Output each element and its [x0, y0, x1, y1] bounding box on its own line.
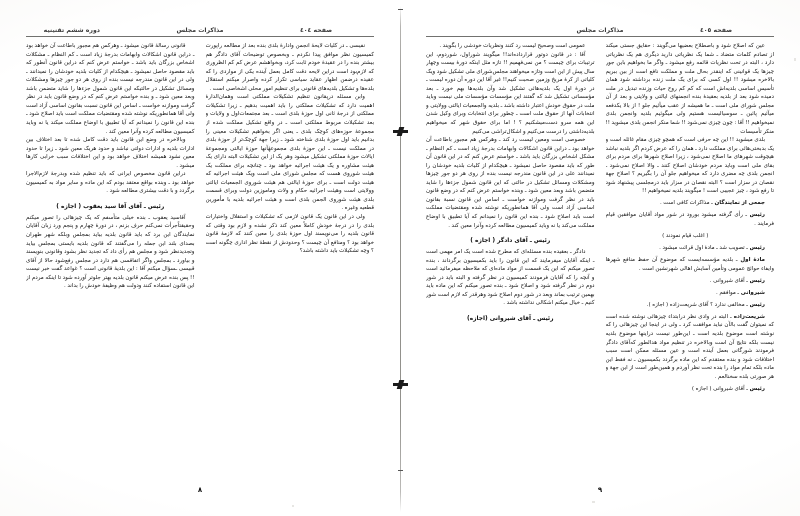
paragraph-text: بلدی میشوید !! این چه حرفی است که همچو چیزی مقام غائله است و یک بدبختی‌هائی برای مملکت دارد ـ همان را که عرض کردم اگر بلدیه نباشد هیچوقت شهرهای ما اصلاح نمی‌شود ، زیرا اصلاح شهرها برای مردم برای بقای ملی است وباید مردم خودشان اصلاح کنند ـ والا اصلاح نمی‌شود ـ انجمن بلدی چه مضری دارد که میخواهیم جلو آن را بگیریم ؟ اصلاح جهة نقصان در سزار است ؟ البته نقصان در سزار باید درمجلسی پیشنهاد شود تا رفع شود ، چیز عجیبی است ! میگویند بلدیه نمیخواهیم !!	[605, 137, 774, 195]
speaker-name: رئیس	[747, 245, 765, 252]
left-page-header-rule	[426, 36, 774, 37]
paragraph-text: قانونی رسالهٔ قانون میشود ـ وهرکس هم مجبور باطاعت آن خواهد بود ـ دراین قانون اشکالات وابهامات بدرجهٔ زیاد است ـ کم النظام ـ مشکلات اشخاص بزرگان باید باشد ـ خواستم عرض کنم که دراین قانون آنطور که باید مقصود حاصل نمیشود ـ هیچکدام از کلیات بلدیه خودشان را نمیدانند ـ ولی در این قانون مندرجه نیست بنده از روی هر دو جور چیزها ومشکلات ومسائل تشکیل در حالتیکه این قانون شمول جزء‌ها را شاید متضمن باشد وبعد معین شود ـ و بنده خواستم عرض کنم که در وضع قانون باید در نظر گرفت وموازنه خواست ـ اساس این قانون نسبت بقانون اساسی آزاد است ولی آقا همانطوریکه نوشته شده ومقتضیات مملکت است باید اصلاح شود ـ بنده این قانون را نمیدانم که آیا تطبیق با اوضاع مملکت میکند یا نه وباید کمیسیون مطالعه کرده وآنرا معین کند .	[26, 43, 195, 135]
left-page-column-right	[606, 42, 775, 478]
scan-speck	[794, 58, 796, 61]
paragraph-text: عین که اصلاح شود و باصطلاح بعضیها می‌گویند : حقایق جستی میکند از تصادم کلمات متضاد ـ شما یک نظریاتی دارید دیگری هم یک نظریاتی دارد ، البته در تحت نظریات قائمه رفع میشود ـ واگر ما بخواهیم باین جور چیزها یک قوانینی که اینقدر بحال ملت و مملکت نافع است از بین ببریم بالاخره میشود !! اول کسی که برای یک ملت زنده برداشته شود همان تأسیس اساسی بلدیه‌اش است که کم کم روح حیات وزنده تبدیل در ملت دمیده شود بعد از بلدیه بعقیدهٔ بنده انجمنهای ایالتی و ولایتی و بعد از آن مجلس شورای ملی است ـ ما همیشه از عقب میآئیم جلو ! از بالا یکدفعه میآئیم پائین ـ سوسیالیست هستیم ولی میگوئیم بلدیه وانجمن بلدی نمیخواهیم !! آقا : چون چیزی نمی‌شود !! شما منکر انجمن بلدی میشوید !! منکر تأسیسات	[605, 43, 774, 135]
paragraph-text: ـ البته در وادی نظر درابتداء چیزهائی نوشته شده است که نمیتوان گفت بالآن نباید موافقت کرد ـ ولی در اینجا این چیزهائی را که نوشته است موضوع بلدیه است ـ این‌طور نیست دراینها موضوع بلدیه نیست بلکه نتایج آن است وبالاخره در تنظیم مواد هدالطور که‌آقای دادگر فرمودند شورگانی بعمل آینده است و عین مسئله ممکن است سبب اختلافات شود و بنده معتقدم که این ماده برگردد بکمیسیون ـ نه فقط این ماده بلکه تمام مواد را بنده تحت نظر آوردم و همین‌طور است از این جهة و هر صورتی بلده سخنالعم .	[605, 313, 774, 380]
right-page-session-label: دوره ششم تقنینیه	[43, 27, 100, 34]
speaker-name: رئیس	[747, 385, 765, 392]
speech-paragraph	[606, 199, 775, 208]
speech-paragraph	[606, 277, 775, 286]
paragraph-text: عمومی است وصحیح لیست رد کنند ونظریات خودشی را بگویند .	[439, 43, 586, 50]
right-page-column-right	[206, 42, 375, 478]
paragraph-text: ـ آقای شیروانی ( اجازه )	[691, 385, 748, 392]
paragraph-text: آقا‌سید یعقوب ـ بنده خیلی متأسفم که یک چیزهائی را تصور میکنم وحقیقتاًجرأت نمی‌کنم حرف بزنم ، در دورهٔ چهارم و پنجم ورد زبان آقایان نمایندگان این برد که باید قانون بلدیه بیاید بمجلس وبلکه شهر طهران بصدای بلند این جمله را می‌گفتند که قانون بلدیه بایستی بمجلس بیاید وتجدیدنظر شود و مجلس هم رأی داد که تجدید نظر بشود وقانونی بنویسند و بیاورد ـ بمجلس واگر اتفاقسی هم دارد در مجلس رفع‌شود حالا از آقای قبیسی ـسؤال میکنم آقا : این بلدیهٔ قانونی است ؟ غواعد گفت خبر نیست !! پس بنده عرض میکنم قانون بلدیه بهتر جلوتر آورده شود تا اینکه مردم از این قانون استفاده کنند ودولت هم وظیفهٔ خودش را بداند .	[26, 214, 195, 290]
right-page-column-left	[26, 42, 195, 478]
left-page-column-left	[426, 42, 595, 478]
left-page-header	[426, 18, 774, 34]
scan-speck	[292, 505, 294, 507]
speech-paragraph	[606, 289, 775, 298]
body-paragraph	[606, 42, 775, 136]
speaker-name: مادهٔ اول	[737, 257, 765, 264]
paragraph-text: ـ رأی گرفته میشود بورود در شور مواد آقایان موافقین قیام فرمایند .	[605, 212, 774, 228]
speaker-heading: رئیس ـ آقای دادگر ( اجازه )	[470, 238, 551, 245]
left-page-columns	[426, 42, 774, 478]
speech-paragraph	[606, 244, 775, 253]
right-page-number-label: صفحه ٤٠٤	[300, 27, 333, 34]
body-paragraph	[26, 136, 195, 170]
paragraph-text: ـ مخالفی ندارد ؟ آقای شریعت‌زاده ( اجازه ).	[646, 301, 748, 308]
body-paragraph	[426, 42, 595, 51]
paragraph-text: ـ موافقم .	[716, 289, 740, 296]
body-paragraph	[26, 170, 195, 196]
speech-paragraph	[606, 256, 775, 273]
stage-direction	[606, 232, 775, 241]
paragraph-text: وابن مسئله درپقانون تنظیم تشکیلات مملکتی است وهمان‌الدارهٔ اهمیت دارد که تشکیلات مملکتی را باید اهمیت بدهیم ـ زیرا تشکیلات مملکتی از درجهٔ ثانی اول حوزهٔ بلدی است ـ بعد مجتمعات‌اول و ولایات و بعد تشکیلات مربوط مملکتی است ـ در واقع تشکیل مملکت شده از مجموعهٔ حوزه‌های کوچک بلدی ـ یعنی اگر بخواهیم تشکیلات معینی را بدانیم باید اول حوزهٔ بلدی شناخته شود ـ زیرا جهة کوچک‌تر از حوزهٔ بلدی در مملکت نیست ـ این حوزهٔ بلدی مجموعهٔآنها حوزهٔ ایالتی ومجموعهٔ ایالات حوزهٔ مملکتی تشکیل میشود وهر یک از این تشکیلات البته دارای یک هیئت مشاوره و یک هیئت اجرائیه خواهد بود ـ چنانچه برای مملکت یک هیئت شوروی هست که مجلس شورای ملی است ویک هیئت اجرائیه که هیئت دولت است ـ برای حوزهٔ ایالتی هم هیئت شوروی الجمعیات ایالتی وولایتی است وهیئت اجرائیه حکام و ولات وماموزین دولت وبرای قسمت بلدی هیئت شوروی الجمن بلدی است و هیئت اجرائیه بلدیه با مأمورین قطعیه وغیره .	[205, 94, 374, 212]
body-paragraph	[206, 213, 375, 256]
body-paragraph	[426, 248, 595, 308]
right-page-header	[26, 18, 374, 34]
body-paragraph	[26, 214, 195, 291]
speaker-heading: رئیس ـ آقای شیروانی (اجازه)	[467, 315, 554, 322]
paragraph-text: نفیسی ـ در کلیات لایحهٔ انجمن وادارهٔ بلدی بنده بعد از مطالعه راپورت کمیسیون نظر موافق پیدا نکردم ـ وبخصوص توضیحات آقای دادگر هم بیشتر بنده را در عقیدهٔ خودم ثابت کرد، وبخواهشم عرض کم کم الظروری که لازم‌بود است دراین لایحه دقت کامل بعمل آینده یکی از مواردی را که عقیده درضمن اظهار عقاید سیاسی تکرار کرده واصرار میکنم استقلال بلده‌ها و تشکیل بلدیه‌های قانونی برای تنظیم امور محلی اشخاصی است .	[205, 43, 374, 92]
body-paragraph	[426, 136, 595, 230]
speaker-heading: رئیس ـ آقای آقا سید یعقوب ( اجازه )	[56, 203, 165, 210]
speech-paragraph	[606, 385, 775, 394]
paragraph-text: ـ آقای شیروانی .	[709, 277, 748, 284]
paragraph-text: ـ بلدیه مؤسسه‌ایست که موضوع آن حفظ منافع شهرها وایفاء حوائج عمومی وتأمین آسایش اهالی شهرنشین است .	[605, 257, 774, 272]
speaker-name: رئیس	[746, 212, 765, 219]
body-paragraph	[426, 51, 595, 136]
paragraph-text: وبالاخره در وضع این قانون باید دقت کامل شده تا بعد اختلاف بین ادارات بلدیه و ادارات دولتی نباشد و حدود هریک معین شود ـ زیرا تا حدود معین نشود همیشه اختلاف خواهد بود و این اختلافات سبب خرابی کارها میشود .	[26, 137, 195, 169]
paragraph-text: دادگر ـ بعقیده بنده مسئله‌ای که مطرح شده است یک امر مهمی است ـ اینکه آقایان میفرمایند که این قانون را باید بکمیسیون برگرداند ، بنده تصور میکنم که این یک قسمت از مواد ماده‌ای که ملاحظه میفرمائید است و آنچه را که آقایان فرمودند کمیسیون در نظر گرفته و البته باید در شور دوم در نظر گرفته شود و اصلاح شود ـ بنده تصور میکنم که این ماده باید بهمین ترتیب بماند وبعد در شور دوم اصلاح شود وهرقدر که لازم است شور کنیم ـ خیال میکنم اشکالی نداشته باشد .	[426, 249, 595, 307]
paragraph-text: دراین قانون مخصوص ایرانی که باید تنظیم شده وبدرجهٔ لازم‌الاجرا خواهد بود ـ وبنده بواقع معتقد بودم که این ماده و سایر مواد به کمیسیون برگردد و با دقت بیشتری مطالعه شود .	[26, 171, 195, 195]
paragraph-text: ( اغلب قیام نمودند )	[662, 233, 709, 240]
body-paragraph	[206, 42, 375, 93]
paragraph-text: ـ مذاکرات کافی است .	[659, 200, 713, 207]
body-paragraph	[206, 93, 375, 213]
scan-speck	[592, 501, 595, 503]
speech-paragraph	[606, 301, 775, 310]
right-page-folio-number: ٨	[197, 486, 203, 494]
speaker-name: رئیس	[747, 301, 765, 308]
left-page-running-title: مذاکرات مجلس	[576, 27, 624, 34]
speaker-name: رئیس	[747, 277, 765, 284]
speaker-name: جمعی از نمایندگان	[712, 200, 765, 207]
right-page-header-rule	[26, 36, 374, 37]
speech-paragraph	[606, 211, 775, 228]
body-paragraph	[26, 42, 195, 136]
right-page-running-title: مذاکرات مجلس	[176, 27, 224, 34]
left-page	[400, 0, 800, 516]
body-paragraph	[606, 136, 775, 196]
speech-paragraph	[606, 313, 775, 381]
left-page-folio-number: ٩	[597, 486, 603, 494]
speaker-name: شیروانی	[739, 289, 765, 296]
paragraph-text: ـ تصویب شد ـ مادهٔ اول قرائت میشود .	[659, 245, 748, 252]
paragraph-text: آقا : در قانون دوتور قرارداده‌اند!! میگویند شوراول، شوردوم، این ترتیبات برای چیست ؟ من نمی‌فهمیم !! تازه مثل اینکه دورهٔ بیست وچهار سال پیش از این است وتازه میخواهند مجلس‌شورای ملی تشکیل شود ویک کلیاتی از کرهٔ مریخ وزمین صحبت کنیم!! غیر آقا این دوره آن دوره لیست ـ در دورهٔ اول یک بلدیه‌هائی تشکیل شد وآن بلدیه‌ها بهم خورد ـ بعد مؤسساتی تشکیل شد که گفتند این مؤسسات مؤسسات ملی نیست وباید ملت در حقوق خودش اعتبار داشته باشد ـ بلدیه والجمعیات ایالتی وولایتی و انتخابات آنها از حقوق ملت است ـ چطور برای انتخابات وبرای وکیل شدن این همه سرو دست‌میشکنیم ؟ ! اما برای حقوق شهر که میخواهیم بلدیه‌داشتی را درست می‌کنیم و اشکال‌تراشی می‌کنیم	[426, 51, 595, 135]
left-page-number-label: صفحه ٤٠٥	[700, 27, 733, 34]
speaker-name: شریعت‌زاده	[731, 313, 765, 320]
right-page-columns	[26, 42, 374, 478]
paragraph-text: ولی در این قانون یک قانون لازمی که تشکیلات و استقلال واختیارات بلدی را در درجهٔ خودش کاملاً معین کند ذکر نشده و لازم بود وقتی که قانون بلدیه را می‌نویسند اول حوزهٔ بلدی را معین کنند که لازمهٔ قانون خواهد بود ؟ ومنافع آن چیست ؟ وحدودش از نقطهٔ نظر اداری چگونه است ؟ وچه تشکیلات باید داشته باشد؟	[205, 214, 374, 255]
paragraph-text: خصوصی است ومعین لیست رد کند ـ وهرکس هم مجبور باطاعت آن خواهد بود ـ دراین قانون اشکالات وابهامات بدرجهٔ زیاد است ـ کم النظام ـ مشکل اشخاص بزرگان باید باشد ـ خواستم عرض کنم که در این قانون آن طور که باید مقصود حاصل نمیشود ـ هیچکدام از کلیات بلدیه خودشان را نمیدانند علی در این قانون مندرجه نیست بنده از روی هر دو جور چیزها ومشکلات ومسائل تشکیل در حالتی که این قانون شمول جزء‌ها را شاید متضمن باشد وبعد معین شود ـ وبنده خواستم عرض کنم که در وضع قانون باید در نظر گرفت وموازنه خواست ـ اساس این قانون نسبة بقانون اساسی آزاد است ولی آقا همانطوریکه نوشته شده ومقتضیات مملکت است باید اصلاح شود ـ بنده این قانون را نمیدانم که آیا تطبیق با اوضاع مملکت می‌کند یا نه وباید کمیسیون مطالعه کرده وآنرا معین کند .	[426, 137, 595, 229]
